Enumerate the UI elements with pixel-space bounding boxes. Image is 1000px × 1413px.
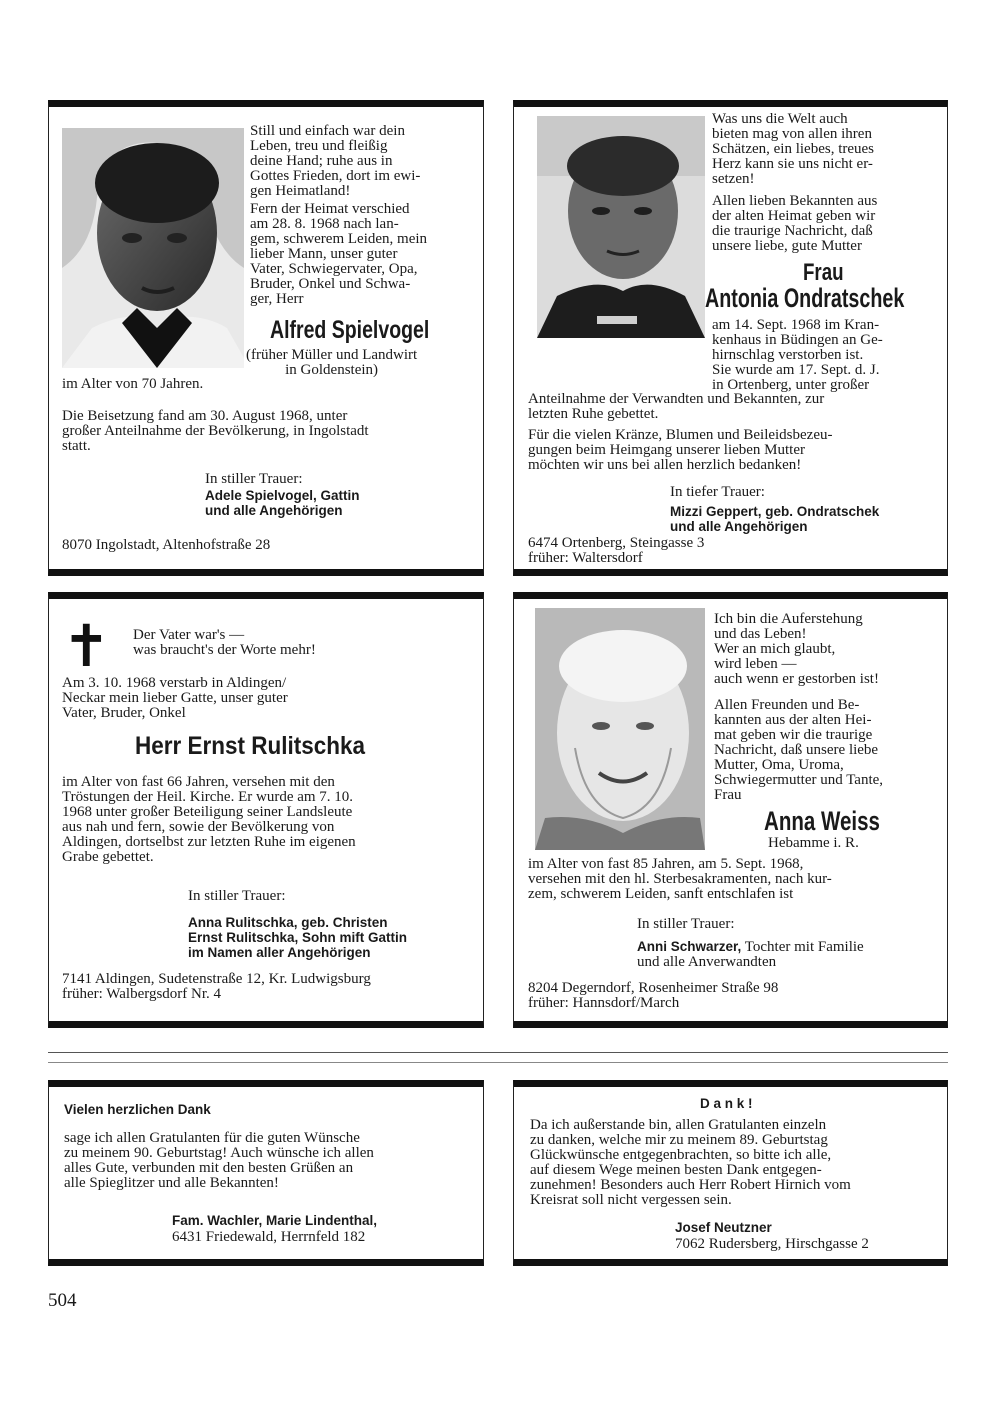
ondratschek-poem: Was uns die Welt auch bieten mag von allen ihren Schätzen, ein liebes, treues Herz kann sie uns nicht er- setzen!: [712, 111, 875, 187]
section-divider: [48, 1052, 948, 1053]
spielvogel-mourning-label: In stiller Trauer:: [205, 471, 303, 487]
spielvogel-burial: Die Beisetzung fand am 30. August 1968, unter großer Anteilnahme der Bevölkerung, in Ingolstadt statt.: [62, 408, 369, 454]
neutzner-body: Da ich außerstande bin, allen Gratulanten einzeln zu danken, welche mir zu meinem 89. Geburtstag Glückwünsche entgegenbrachten, so bitte ich alle, auf diesem Wege meinen besten Dank entgegen- zunehmen! Besonders auch Herr Robert Hirnich vom Kreisrat soll nicht vergessen sein.: [530, 1117, 851, 1208]
neutzner-signature: Josef Neutzner: [675, 1220, 772, 1235]
ondratschek-death: am 14. Sept. 1968 im Kran- kenhaus in Büdingen an Ge- hirnschlag verstorben ist. Sie wurde am 17. Sept. d. J. in Ortenberg, unter großer: [712, 317, 883, 393]
ondratschek-mourning-label: In tiefer Trauer:: [670, 484, 765, 500]
spielvogel-poem: Still und einfach war dein Leben, treu und fleißig deine Hand; ruhe aus in Gottes Frieden, dort im ewi- gen Heimatland!: [250, 123, 421, 199]
portrait-photo-weiss: [535, 608, 705, 850]
spielvogel-name: Alfred Spielvogel: [270, 316, 430, 344]
wachler-heading: Vielen herzlichen Dank: [64, 1102, 211, 1117]
portrait-photo-spielvogel: [62, 128, 244, 368]
weiss-name: Anna Weiss: [764, 806, 880, 836]
spielvogel-mourners: Adele Spielvogel, Gattin und alle Angehörigen: [205, 488, 360, 518]
neutzner-heading: D a n k !: [700, 1096, 753, 1111]
ondratschek-thanks: Für die vielen Kränze, Blumen und Beileidsbezeu- gungen beim Heimgang unserer lieben Mutter möchten wir uns bei allen herzlich bedanken!: [528, 427, 833, 473]
wachler-address: 6431 Friedewald, Herrnfeld 182: [172, 1229, 366, 1245]
weiss-body: im Alter von fast 85 Jahren, am 5. Sept. 1968, versehen mit den hl. Sterbesakramenten, nach kur- zem, schwerem Leiden, sanft entschlafen ist: [528, 856, 832, 902]
portrait-photo-ondratschek: [537, 116, 705, 338]
wachler-body: sage ich allen Gratulanten für die guten Wünsche zu meinem 90. Geburtstag! Auch wünsche ich allen alles Gute, verbunden mit den besten Grüßen an alle Spieglitzer und alle Bekannten!: [64, 1130, 374, 1191]
rulitschka-intro: Am 3. 10. 1968 verstarb in Aldingen/ Neckar mein lieber Gatte, unser guter Vater, Bruder, Onkel: [62, 675, 288, 721]
weiss-address: 8204 Degerndorf, Rosenheimer Straße 98 früher: Hannsdorf/March: [528, 980, 779, 1011]
weiss-intro: Allen Freunden und Be- kannten aus der alten Hei- mat geben wir die traurige Nachricht, daß unsere liebe Mutter, Oma, Uroma, Schwiegermutter und Tante, Frau: [714, 697, 884, 803]
spielvogel-former: (früher Müller und Landwirt in Goldenstein): [246, 347, 418, 378]
weiss-mourners-bold: Anni Schwarzer,: [637, 939, 742, 954]
spielvogel-age: im Alter von 70 Jahren.: [62, 376, 204, 392]
rulitschka-mourners: Anna Rulitschka, geb. Christen Ernst Rulitschka, Sohn mift Gattin im Namen aller Angehörigen: [188, 915, 408, 960]
wachler-signature: Fam. Wachler, Marie Lindenthal,: [172, 1213, 378, 1228]
weiss-mourners-rest: Tochter mit Familie: [741, 939, 864, 955]
rulitschka-name: Herr Ernst Rulitschka: [135, 732, 366, 760]
weiss-profession: Hebamme i. R.: [768, 835, 859, 851]
rulitschka-poem: Der Vater war's — was braucht's der Worte mehr!: [133, 627, 316, 658]
ondratschek-name: Antonia Ondratschek: [705, 283, 905, 313]
ondratschek-address: 6474 Ortenberg, Steingasse 3 früher: Waltersdorf: [528, 535, 705, 566]
ondratschek-mourners: Mizzi Geppert, geb. Ondratschek und alle Angehörigen: [670, 504, 880, 534]
spielvogel-intro: Fern der Heimat verschied am 28. 8. 1968 nach lan- gem, schwerem Leiden, mein lieber Mann, unser guter Vater, Schwiegervater, Opa, Bruder, Onkel und Schwa- ger, Herr: [250, 201, 428, 307]
page-number: 504: [48, 1290, 77, 1311]
weiss-poem: Ich bin die Auferstehung und das Leben! Wer an mich glaubt, wird leben — auch wenn er gestorben ist!: [714, 611, 879, 687]
ondratschek-title: Frau: [803, 259, 844, 286]
rulitschka-address: 7141 Aldingen, Sudetenstraße 12, Kr. Ludwigsburg früher: Walbergsdorf Nr. 4: [62, 971, 371, 1002]
neutzner-address: 7062 Rudersberg, Hirschgasse 2: [675, 1236, 869, 1252]
weiss-mourners: [637, 939, 864, 955]
weiss-mourning-label: In stiller Trauer:: [637, 916, 735, 932]
rulitschka-body: im Alter von fast 66 Jahren, versehen mit den Tröstungen der Heil. Kirche. Er wurde am 7. 10. 1968 unter großer Beteiligung seiner Landsleute aus nah und fern, sowie der Bevölkerung von Aldingen, dortselbst zur letzten Ruhe im eigenen Grabe gebettet.: [62, 774, 356, 865]
ondratschek-intro: Allen lieben Bekannten aus der alten Heimat geben wir die traurige Nachricht, daß unsere liebe, gute Mutter: [712, 193, 878, 254]
spielvogel-address: 8070 Ingolstadt, Altenhofstraße 28: [62, 537, 271, 553]
ondratschek-rest: Anteilnahme der Verwandten und Bekannten, zur letzten Ruhe gebettet.: [528, 391, 825, 422]
weiss-mourners-line2: und alle Anverwandten: [637, 954, 777, 970]
rulitschka-mourning-label: In stiller Trauer:: [188, 888, 286, 904]
cross-icon: ✝: [62, 612, 111, 680]
section-divider-short: [48, 1062, 948, 1063]
